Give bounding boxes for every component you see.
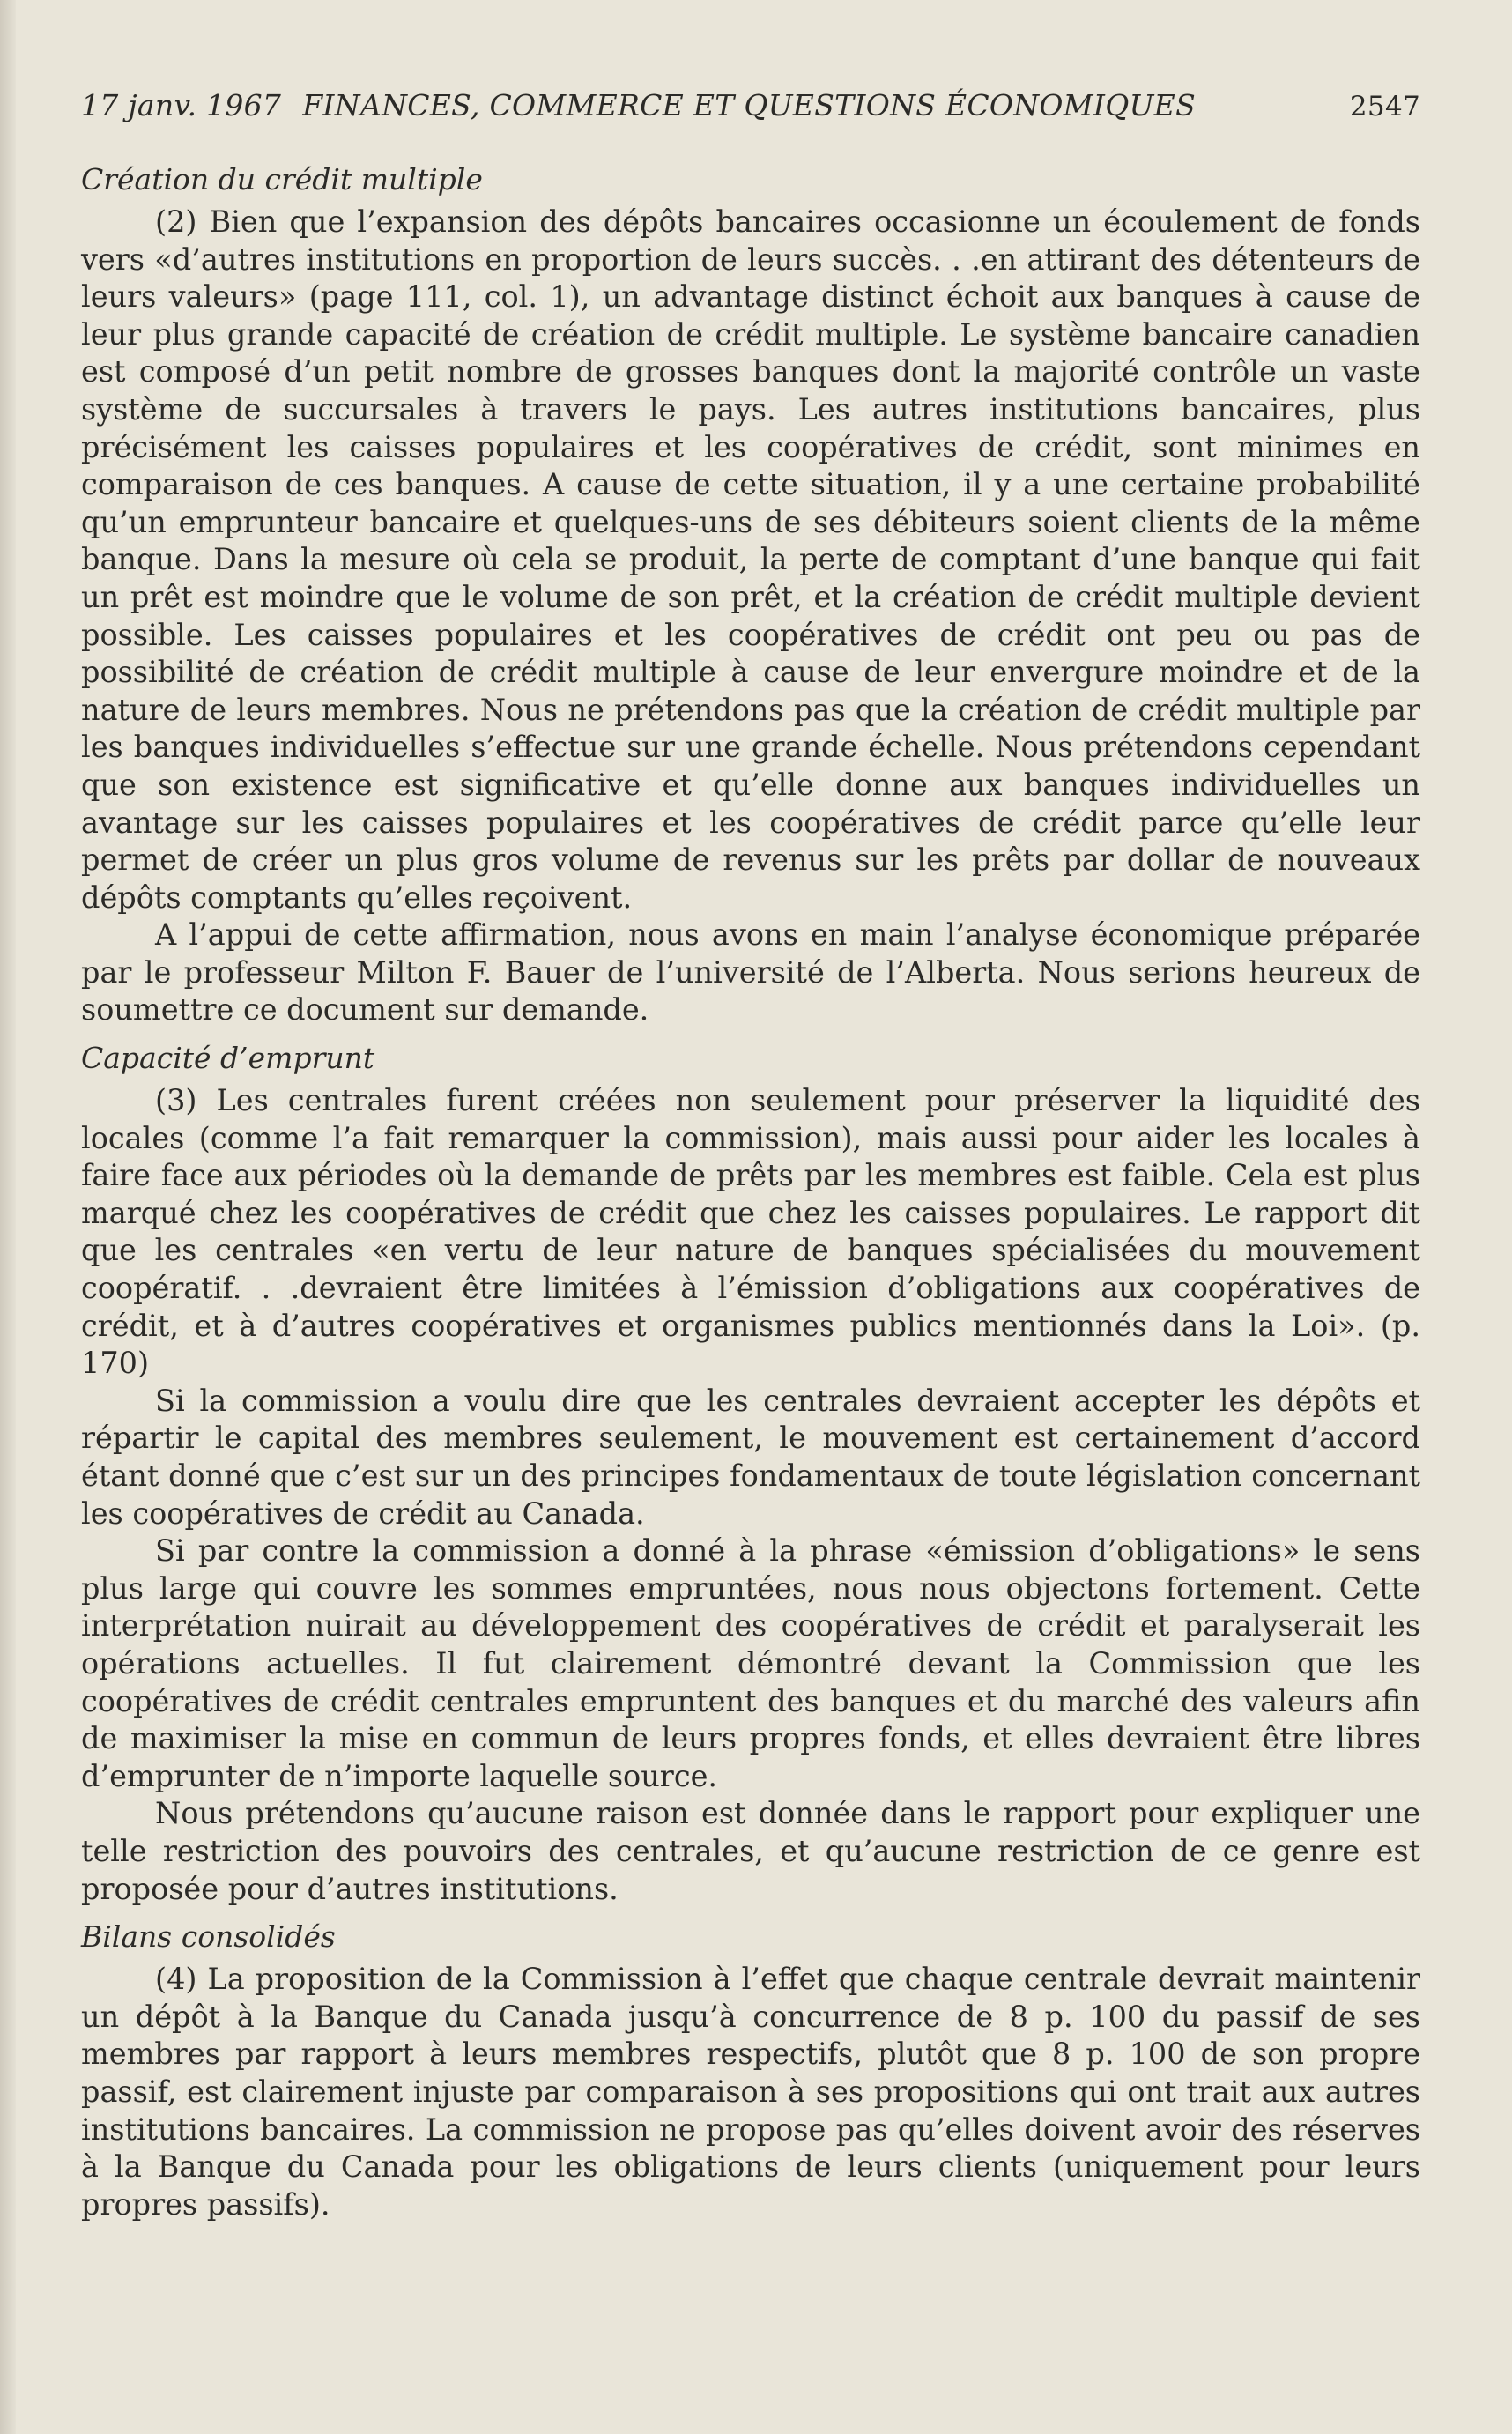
paragraph: Nous prétendons qu’aucune raison est donnée dans le rapport pour expliquer une telle restriction des pouvoirs des centrales, et qu’aucune restriction de ce genre est proposée pour d’autres institutions.	[81, 1796, 1420, 1906]
running-head-title: FINANCES, COMMERCE ET QUESTIONS ÉCONOMIQUES	[302, 88, 1196, 122]
paragraph: (3) Les centrales furent créées non seulement pour préserver la liquidité des locales (comme l’a fait remarquer la commission), mais aussi pour aider les locales à faire face aux périodes où la demande de prêts par les membres est faible. Cela est plus marqué chez les coopératives de crédit que chez les caisses populaires. Le rapport dit que les centrales «en vertu de leur nature de banques spécialisées du mouvement coopératif. . .devraient être limitées à l’émission d’obligations aux coopératives de crédit, et à d’autres coopératives et organismes publics mentionnés dans la Loi». (p. 170)	[81, 1083, 1420, 1381]
paragraph: (2) Bien que l’expansion des dépôts bancaires occasionne un écoulement de fonds vers «d’autres institutions en proportion de leurs succès. . .en attirant des détenteurs de leurs valeurs» (page 111, col. 1), un advantage distinct échoit aux banques à cause de leur plus grande capacité de création de crédit multiple. Le système bancaire canadien est composé d’un petit nombre de grosses banques dont la majorité contrôle un vaste système de succursales à travers le pays. Les autres institutions bancaires, plus précisément les caisses populaires et les coopératives de crédit, sont minimes en comparaison de ces banques. A cause de cette situation, il y a une certaine probabilité qu’un emprunteur bancaire et quelques-uns de ses débiteurs soient clients de la même banque. Dans la mesure où cela se produit, la perte de comptant d’une banque qui fait un prêt est moindre que le volume de son prêt, et la création de crédit multiple devient possible. Les caisses populaires et les coopératives de crédit ont peu ou pas de possibilité de création de crédit multiple à cause de leur envergure moindre et de la nature de leurs membres. Nous ne prétendons pas que la création de crédit multiple par les banques individuelles s’effectue sur une grande échelle. Nous prétendons cependant que son existence est significative et qu’elle donne aux banques individuelles un avantage sur les caisses populaires et les coopératives de crédit parce qu’elle leur permet de créer un plus gros volume de revenus sur les prêts par dollar de nouveaux dépôts comptants qu’elles reçoivent.	[81, 204, 1420, 915]
paragraph: Si la commission a voulu dire que les centrales devraient accepter les dépôts et répartir le capital des membres seulement, le mouvement est certainement d’accord étant donné que c’est sur un des principes fondamentaux de toute législation concernant les coopératives de crédit au Canada.	[81, 1383, 1420, 1531]
section-heading: Création du crédit multiple	[81, 162, 483, 197]
running-head-date: 17 janv. 1967	[81, 88, 282, 122]
document-page	[81, 88, 1420, 2232]
section-credit-creation	[81, 160, 1420, 1029]
page-gutter	[0, 0, 16, 2434]
paragraph: (4) La proposition de la Commission à l’effet que chaque centrale devrait maintenir un dépôt à la Banque du Canada jusqu’à concurrence de 8 p. 100 du passif de ses membres par rapport à leurs membres respectifs, plutôt que 8 p. 100 de son propre passif, est clairement injuste par comparaison à ses propositions qui ont trait aux autres institutions bancaires. La commission ne propose pas qu’elles doivent avoir des réserves à la Banque du Canada pour les obligations de leurs clients (uniquement pour leurs propres passifs).	[81, 1962, 1420, 2222]
page-number: 2547	[1349, 91, 1420, 122]
section-consolidated-balance	[81, 1917, 1420, 2223]
section-heading: Bilans consolidés	[81, 1919, 336, 1955]
paragraph: A l’appui de cette affirmation, nous avons en main l’analyse économique préparée par le professeur Milton F. Bauer de l’université de l’Alberta. Nous serions heureux de soumettre ce document sur demande.	[81, 917, 1420, 1028]
section-borrowing-capacity	[81, 1038, 1420, 1908]
section-heading: Capacité d’emprunt	[81, 1041, 375, 1076]
paragraph: Si par contre la commission a donné à la phrase «émission d’obligations» le sens plus large qui couvre les sommes empruntées, nous nous objectons fortement. Cette interprétation nuirait au développement des coopératives de crédit et paralyserait les opérations actuelles. Il fut clairement démontré devant la Commission que les coopératives de crédit centrales empruntent des banques et du marché des valeurs afin de maximiser la mise en commun de leurs propres fonds, et elles devraient être libres d’emprunter de n’importe laquelle source.	[81, 1533, 1420, 1793]
running-head	[81, 88, 1420, 122]
